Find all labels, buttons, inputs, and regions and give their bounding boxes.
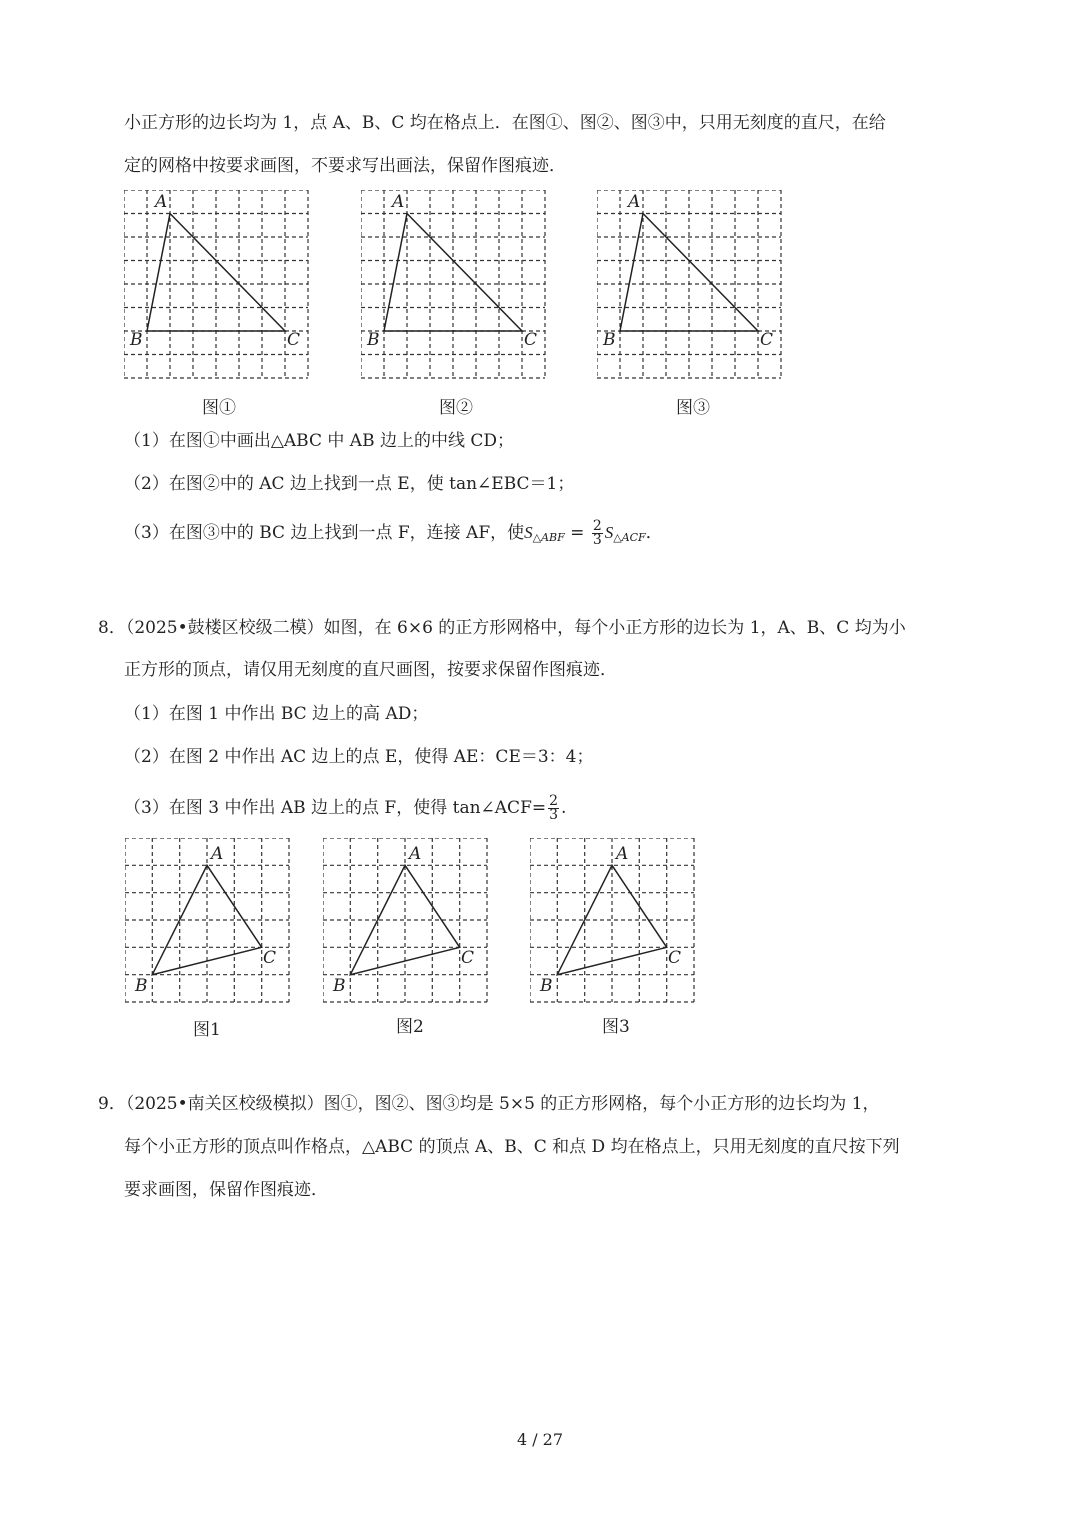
q8-line-2: 正方形的顶点，请仅用无刻度的直尺画图，按要求保留作图痕迹． [124,660,617,680]
q8-part-3-den: 3 [549,807,559,823]
q7-part-3-sub1: △ABF [532,531,565,544]
q8-part-3-end: . [561,798,567,818]
q8-label-c-1: C [263,948,277,968]
q7-figure-1 [124,190,310,380]
q8-grid-2 [323,838,489,1004]
q7-label-c-1: C [287,330,301,350]
q8-label-c-3: C [668,948,682,968]
q7-caption-1: 图① [202,398,236,418]
q8-part-2: （2）在图 2 中作出 AC 边上的点 E，使得 AE：CE＝3：4； [124,747,594,767]
q7-part-3-end: ． [645,523,663,543]
q7-part-2: （2）在图②中的 AC 边上找到一点 E，使 tan∠EBC＝1； [124,474,575,494]
q8-caption-2: 图2 [396,1017,424,1037]
q7-label-b-3: B [603,330,616,350]
q7-figure-3 [597,190,783,380]
q7-part-3-num: 2 [592,518,602,534]
q8-label-a-1: A [211,844,224,864]
q8-label-b-2: B [333,976,346,996]
q9-line-3: 要求画图，保留作图痕迹． [124,1180,328,1200]
page-number: 4 / 27 [516,1430,564,1449]
q7-part-3-prefix: （3）在图③中的 BC 边上找到一点 F，连接 AF，使 [124,523,525,543]
q7-caption-2: 图② [439,398,473,418]
q7-label-c-3: C [760,330,774,350]
q8-line-1: 8．（2025•鼓楼区校级二模）如图，在 6×6 的正方形网格中，每个小正方形的边长为 1，A、B、C 均为小 [98,618,906,638]
q8-part-3-prefix: （3）在图 3 中作出 AB 边上的点 F，使得 tan∠ACF= [124,798,547,818]
q7-label-b-1: B [130,330,143,350]
q7-label-a-1: A [155,192,168,212]
q8-part-3 [124,795,566,822]
q8-grid-1 [125,838,291,1004]
q8-figure-3 [530,838,696,1004]
q7-caption-3: 图③ [676,398,710,418]
q8-part-3-fraction [548,795,559,822]
q7-part-3-fraction [592,520,603,547]
q8-part-3-num: 2 [549,793,559,809]
q7-part-1: （1）在图①中画出△ABC 中 AB 边上的中线 CD； [124,431,515,451]
q7-label-a-3: A [628,192,641,212]
q7-part-3-den: 3 [592,532,602,548]
q7-part-3 [124,520,663,550]
q7-label-a-2: A [392,192,405,212]
q7-part-3-s1: S [524,523,533,542]
q8-caption-3: 图3 [602,1017,630,1037]
q7-grid-3 [597,190,783,380]
q7-part-3-sub2: △ACF [613,531,646,544]
intro-line-2: 定的网格中按要求画图，不要求写出画法，保留作图痕迹． [124,156,566,176]
q8-label-a-3: A [616,844,629,864]
q8-label-b-1: B [135,976,148,996]
q8-part-1: （1）在图 1 中作出 BC 边上的高 AD； [124,704,429,724]
q8-figure-1 [125,838,291,1004]
q9-line-1: 9．（2025•南关区校级模拟）图①，图②、图③均是 5×5 的正方形网格，每个小正方形的边长均为 1， [98,1094,880,1114]
q7-grid-1 [124,190,310,380]
q7-figure-2 [361,190,547,380]
q8-grid-3 [530,838,696,1004]
q7-label-b-2: B [367,330,380,350]
q8-label-c-2: C [461,948,475,968]
q8-figure-2 [323,838,489,1004]
q7-part-3-s2: S [604,523,614,542]
q7-grid-2 [361,190,547,380]
q7-label-c-2: C [524,330,538,350]
intro-line-1: 小正方形的边长均为 1，点 A、B、C 均在格点上．在图①、图②、图③中，只用无刻度的直尺，在给 [124,113,886,133]
q8-label-a-2: A [409,844,422,864]
q7-part-3-eq: = [564,523,590,543]
q8-caption-1: 图1 [193,1020,221,1040]
q9-line-2: 每个小正方形的顶点叫作格点，△ABC 的顶点 A、B、C 和点 D 均在格点上，只用无刻度的直尺按下列 [124,1137,900,1157]
q8-label-b-3: B [540,976,553,996]
